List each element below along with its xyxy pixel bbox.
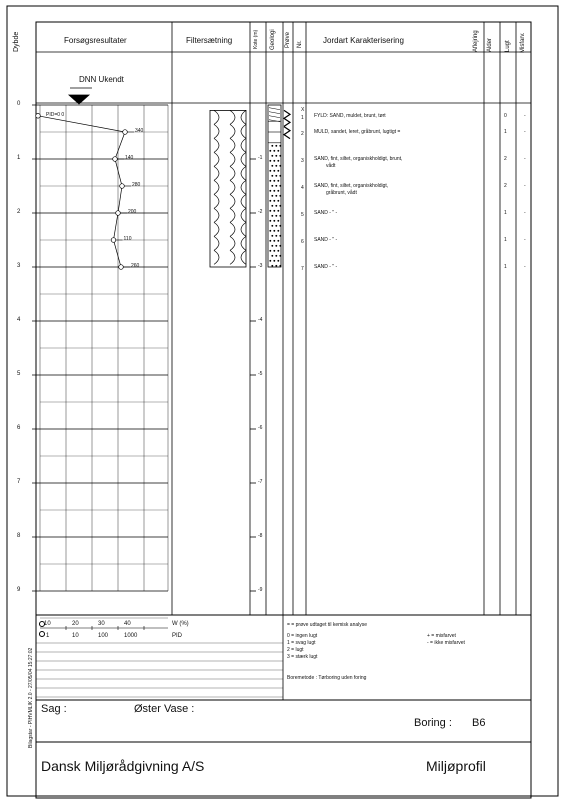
filter-wave — [241, 124, 246, 138]
sand-dot — [274, 210, 275, 211]
boring-value: B6 — [472, 717, 486, 729]
legend-boremetode: Boremetode : Tørboring uden foring — [287, 675, 367, 681]
layer-misfarv: - — [524, 210, 526, 217]
sand-dot — [276, 145, 277, 146]
filter-wave — [214, 166, 219, 180]
filter-wave — [230, 222, 235, 236]
data-point — [111, 238, 116, 243]
sand-dot — [280, 185, 281, 186]
layer-misfarv: - — [524, 237, 526, 244]
sand-dot — [272, 205, 273, 206]
filter-wave — [241, 250, 246, 264]
fill-hatch — [269, 112, 280, 114]
layer-description: MULD, sandet, leret, gråbrunt, lugtigt = — [314, 129, 401, 136]
sand-dot — [278, 260, 279, 261]
layer-lugt: 1 — [504, 237, 507, 244]
side-note: Bilagstar - PIHVMLIK 2.0 - 27/05/04 15:27:02 — [28, 647, 34, 748]
layer-misfarv: - — [524, 156, 526, 163]
kote-tick-label: -1 — [258, 155, 263, 161]
results-header: Forsøgsresultater — [64, 36, 127, 45]
depth-tick-label: 1 — [17, 155, 21, 161]
doc-title: Miljøprofil — [426, 758, 486, 774]
filter-wave — [241, 110, 246, 124]
legend-pid-tick: 10 — [72, 633, 79, 639]
depth-tick-label: 2 — [17, 209, 21, 215]
sand-dot — [270, 150, 271, 151]
sand-dot — [278, 240, 279, 241]
kote-tick-label: -2 — [258, 209, 263, 215]
legend-pid-label: PID — [172, 633, 183, 639]
boring-label: Boring : — [414, 717, 452, 729]
filter-header: Filtersætning — [186, 36, 233, 45]
filter-wave — [230, 166, 235, 180]
layer-misfarv: - — [524, 129, 526, 136]
depth-tick-label: 9 — [17, 587, 21, 593]
layer-lugt: 2 — [504, 156, 507, 163]
layer-lugt: 2 — [504, 183, 507, 190]
sand-dot — [276, 215, 277, 216]
sand-dot — [270, 190, 271, 191]
sand-dot — [278, 250, 279, 251]
sand-dot — [272, 145, 273, 146]
data-point-label: 340 — [135, 128, 144, 134]
prove-header: Prøve — [285, 31, 291, 48]
legend-w-tick: 30 — [98, 621, 105, 627]
sand-dot — [276, 195, 277, 196]
layer-number: 3 — [301, 158, 304, 165]
sand-dot — [280, 215, 281, 216]
legend-pid-tick: 100 — [98, 633, 109, 639]
layer-description: vådt — [326, 163, 336, 170]
data-point-label: 280 — [132, 182, 141, 188]
pid-start-label: PID=0 0 — [46, 112, 65, 118]
sand-dot — [272, 215, 273, 216]
legend-w-tick: 40 — [124, 621, 131, 627]
legend-lugt-item: 1 = svag lugt — [287, 640, 316, 646]
filter-wave — [214, 208, 219, 222]
sand-dot — [276, 185, 277, 186]
outer-border — [7, 6, 558, 796]
data-point-label: 140 — [125, 155, 134, 161]
sand-dot — [276, 245, 277, 246]
sand-dot — [270, 230, 271, 231]
data-point — [36, 114, 41, 119]
sand-dot — [270, 250, 271, 251]
kote-tick-label: -9 — [258, 587, 263, 593]
layer-misfarv: - — [524, 183, 526, 190]
sand-dot — [274, 240, 275, 241]
data-line — [38, 116, 125, 267]
filter-wave — [214, 222, 219, 236]
terrain-label: DNN Ukendt — [79, 75, 124, 84]
layer-number: 7 — [301, 266, 304, 273]
filter-wave — [230, 124, 235, 138]
sand-dot — [276, 265, 277, 266]
sand-dot — [272, 165, 273, 166]
aflejring-header: Aflejring — [473, 30, 479, 52]
data-point-label: 110 — [123, 236, 132, 242]
filter-wave — [214, 138, 219, 152]
sand-dot — [280, 175, 281, 176]
sand-dot — [270, 180, 271, 181]
depth-tick-label: 6 — [17, 425, 21, 431]
kote-tick-label: -6 — [258, 425, 263, 431]
filter-wave — [230, 208, 235, 222]
sample-mark — [284, 110, 290, 126]
sand-dot — [278, 160, 279, 161]
layer-misfarv: - — [524, 264, 526, 271]
sand-dot — [272, 225, 273, 226]
filter-wave — [214, 250, 219, 264]
legend-misfarv-item: + = misfarvet — [427, 633, 456, 639]
depth-header: Dybde — [13, 31, 20, 52]
data-point — [123, 130, 128, 135]
sand-dot — [274, 160, 275, 161]
sand-dot — [272, 265, 273, 266]
kote-tick-label: -4 — [258, 317, 263, 323]
filter-wave — [241, 138, 246, 152]
sand-dot — [274, 170, 275, 171]
sand-dot — [272, 175, 273, 176]
sand-dot — [270, 260, 271, 261]
data-point-label: 260 — [131, 263, 140, 269]
sand-dot — [276, 175, 277, 176]
sag-value: Øster Vase : — [134, 703, 195, 715]
data-point — [116, 211, 121, 216]
depth-tick-label: 7 — [17, 479, 21, 485]
layer-number: 6 — [301, 239, 304, 246]
sand-dot — [280, 245, 281, 246]
jordart-header: Jordart Karakterisering — [323, 36, 404, 45]
sand-dot — [270, 200, 271, 201]
sand-dot — [270, 210, 271, 211]
layer-lugt: 1 — [504, 210, 507, 217]
fill-hatch — [269, 116, 280, 118]
filter-wave — [230, 138, 235, 152]
filter-wave — [214, 180, 219, 194]
sand-dot — [276, 205, 277, 206]
layer-misfarv: - — [524, 112, 526, 119]
filter-wave — [214, 152, 219, 166]
sand-dot — [280, 145, 281, 146]
depth-tick-label: 3 — [17, 263, 21, 269]
sand-dot — [274, 260, 275, 261]
filter-wave — [241, 208, 246, 222]
layer-description: SAND - " - — [314, 264, 338, 271]
kote-tick-label: -7 — [258, 479, 263, 485]
filter-wave — [241, 236, 246, 250]
filter-wave — [230, 152, 235, 166]
sand-dot — [274, 190, 275, 191]
depth-tick-label: 0 — [17, 101, 21, 107]
company-name: Dansk Miljørådgivning A/S — [41, 758, 205, 774]
lugt-header: Lugt — [505, 40, 511, 52]
fill-hatch — [269, 108, 280, 110]
kote-tick-label: -3 — [258, 263, 263, 269]
layer-number: 4 — [301, 185, 304, 192]
misfarv-header: Misfarv. — [520, 32, 526, 53]
legend-sample-note: = = prøve udtaget til kemisk analyse — [287, 622, 368, 628]
layer-description: SAND, fint, siltet, organiskholdigt, — [314, 183, 389, 190]
sand-dot — [274, 230, 275, 231]
filter-wave — [241, 152, 246, 166]
legend-pid-tick: 1 — [46, 633, 50, 639]
kote-tick-label: -8 — [258, 533, 263, 539]
layer-number: 5 — [301, 212, 304, 219]
sand-dot — [280, 265, 281, 266]
sand-dot — [272, 155, 273, 156]
sand-dot — [272, 185, 273, 186]
sand-dot — [278, 190, 279, 191]
legend-w-label: W (%) — [172, 621, 189, 627]
legend-w-tick: 10 — [44, 621, 51, 627]
sand-dot — [278, 170, 279, 171]
layer-lugt: 0 — [504, 112, 507, 119]
sand-dot — [280, 205, 281, 206]
sand-dot — [270, 160, 271, 161]
sand-dot — [280, 165, 281, 166]
legend-lugt-item: 3 = stærk lugt — [287, 654, 318, 660]
sand-dot — [280, 235, 281, 236]
sand-dot — [278, 210, 279, 211]
sample-x-marker: X — [301, 107, 305, 114]
filter-wave — [241, 194, 246, 208]
filter-wave — [230, 194, 235, 208]
filter-wave — [214, 124, 219, 138]
legend-pid-symbol — [40, 632, 45, 637]
layer-description: gråbrunt, vådt — [326, 190, 357, 197]
sand-dot — [276, 165, 277, 166]
nr-header: Nr. — [297, 40, 303, 48]
sand-dot — [280, 255, 281, 256]
sand-dot — [274, 220, 275, 221]
layer-lugt: 1 — [504, 264, 507, 271]
filter-wave — [214, 110, 219, 124]
depth-tick-label: 8 — [17, 533, 21, 539]
sand-dot — [278, 180, 279, 181]
sample-mark — [284, 127, 290, 139]
kote-tick-label: -5 — [258, 371, 263, 377]
layer-lugt: 1 — [504, 129, 507, 136]
data-point — [120, 184, 125, 189]
depth-tick-label: 5 — [17, 371, 21, 377]
sand-dot — [272, 235, 273, 236]
sand-dot — [270, 220, 271, 221]
filter-wave — [230, 180, 235, 194]
layer-number: 2 — [301, 131, 304, 138]
layer-number: 1 — [301, 114, 304, 121]
sand-dot — [278, 200, 279, 201]
sand-dot — [278, 230, 279, 231]
sand-dot — [280, 225, 281, 226]
sand-dot — [276, 235, 277, 236]
sand-dot — [278, 150, 279, 151]
filter-wave — [230, 236, 235, 250]
sand-dot — [270, 240, 271, 241]
filter-wave — [230, 110, 235, 124]
layer-description: FYLD: SAND, muldet, brunt, tørt — [314, 112, 386, 119]
kote-header: Kote (m) — [253, 29, 259, 49]
filter-wave — [241, 180, 246, 194]
sag-label: Sag : — [41, 703, 67, 715]
filter-wave — [241, 222, 246, 236]
layer-description: SAND - " - — [314, 210, 338, 217]
sand-dot — [274, 150, 275, 151]
legend-misfarv-item: - = ikke misfarvet — [427, 640, 465, 646]
depth-tick-label: 4 — [17, 317, 21, 323]
layer-description: SAND, fint, siltet, organiskholdigt, brunt, — [314, 156, 403, 163]
legend-lugt-item: 0 = ingen lugt — [287, 633, 318, 639]
filter-wave — [230, 250, 235, 264]
main-frame — [36, 22, 531, 798]
sand-dot — [276, 225, 277, 226]
sand-dot — [272, 245, 273, 246]
sand-dot — [274, 200, 275, 201]
data-point — [119, 265, 124, 270]
filter-box — [210, 110, 246, 267]
legend-pid-tick: 1000 — [124, 633, 138, 639]
layer-description: SAND - " - — [314, 237, 338, 244]
sand-dot — [272, 195, 273, 196]
sand-dot — [280, 195, 281, 196]
sand-dot — [276, 255, 277, 256]
legend-w-tick: 20 — [72, 621, 79, 627]
geologi-header: Geologi — [270, 29, 276, 50]
data-point-label: 200 — [128, 209, 137, 215]
filter-wave — [214, 236, 219, 250]
sand-dot — [272, 255, 273, 256]
sand-dot — [274, 180, 275, 181]
filter-wave — [214, 194, 219, 208]
sand-dot — [274, 250, 275, 251]
sand-dot — [270, 170, 271, 171]
alder-header: Alder — [487, 37, 493, 52]
geology-column — [268, 105, 281, 267]
legend-lugt-item: 2 = lugt — [287, 647, 304, 653]
sand-dot — [280, 155, 281, 156]
filter-wave — [241, 166, 246, 180]
sand-dot — [278, 220, 279, 221]
sand-dot — [276, 155, 277, 156]
data-point — [113, 157, 118, 162]
